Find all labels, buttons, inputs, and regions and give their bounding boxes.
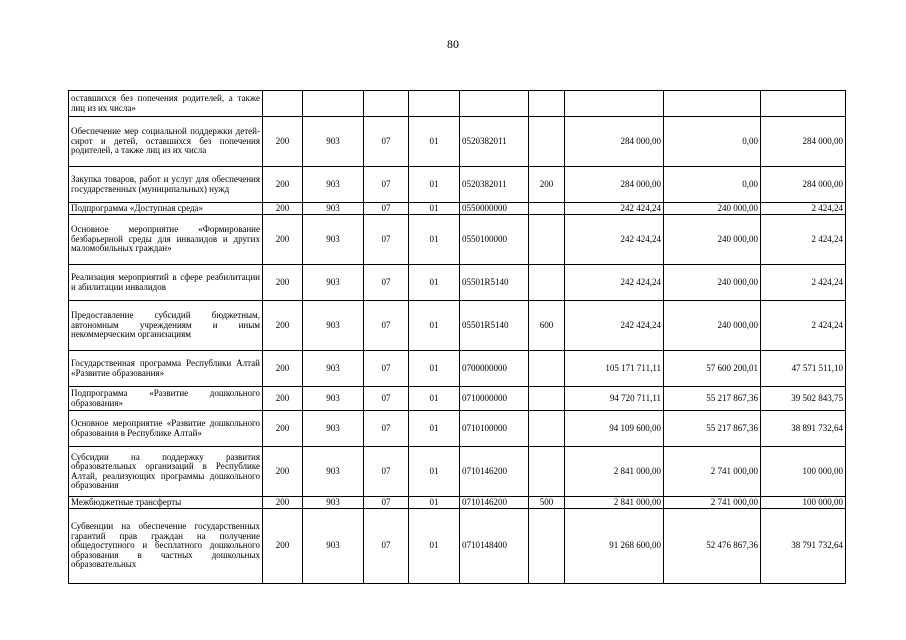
table-row xyxy=(69,509,846,584)
table-row xyxy=(69,351,846,387)
col-code-2: 903 xyxy=(303,117,364,167)
col-code-2: 903 xyxy=(303,167,364,203)
col-code-1: 200 xyxy=(263,351,303,387)
col-code-3: 07 xyxy=(364,411,409,447)
col-code-1: 200 xyxy=(263,203,303,215)
col-code-3: 07 xyxy=(364,447,409,497)
col-code-5: 0710148400 xyxy=(460,509,529,584)
table-row xyxy=(69,447,846,497)
col-sum-1: 91 268 600,00 xyxy=(565,509,664,584)
col-code-6 xyxy=(529,509,565,584)
row-name: Субвенции на обеспечение государственных гарантий прав граждан на получение общедоступного и бесплатного дошкольного образования в частных дошкольных образовательных xyxy=(69,509,263,584)
table-row xyxy=(69,215,846,265)
col-sum-1: 284 000,00 xyxy=(565,117,664,167)
col-sum-3: 2 424,24 xyxy=(761,203,846,215)
row-name: Предоставление субсидий бюджетным, автономным учреждениям и иным некоммерческим организациям xyxy=(69,301,263,351)
col-code-6 xyxy=(529,447,565,497)
col-sum-3: 100 000,00 xyxy=(761,447,846,497)
col-sum-3: 38 891 732,64 xyxy=(761,411,846,447)
row-name: Субсидии на поддержку развития образовательных организаций в Республике Алтай, реализующих программы дошкольного образования xyxy=(69,447,263,497)
col-code-2: 903 xyxy=(303,265,364,301)
col-sum-2: 0,00 xyxy=(664,167,761,203)
table-row xyxy=(69,301,846,351)
col-code-3: 07 xyxy=(364,301,409,351)
col-sum-1: 242 424,24 xyxy=(565,215,664,265)
col-code-3: 07 xyxy=(364,497,409,509)
col-code-3: 07 xyxy=(364,167,409,203)
col-code-5: 0520382011 xyxy=(460,167,529,203)
col-sum-3: 100 000,00 xyxy=(761,497,846,509)
col-code-5: 0520382011 xyxy=(460,117,529,167)
row-name: Государственная программа Республики Алтай «Развитие образования» xyxy=(69,351,263,387)
col-code-3: 07 xyxy=(364,265,409,301)
row-name: Закупка товаров, работ и услуг для обеспечения государственных (муниципальных) нужд xyxy=(69,167,263,203)
col-code-3: 07 xyxy=(364,215,409,265)
table-body xyxy=(69,91,846,584)
col-code-5: 05501R5140 xyxy=(460,265,529,301)
col-code-2 xyxy=(303,91,364,117)
col-code-3: 07 xyxy=(364,117,409,167)
col-code-4: 01 xyxy=(409,509,460,584)
col-code-2: 903 xyxy=(303,447,364,497)
col-sum-2 xyxy=(664,91,761,117)
table-row xyxy=(69,203,846,215)
col-code-1: 200 xyxy=(263,167,303,203)
col-sum-2: 57 600 200,01 xyxy=(664,351,761,387)
col-code-1: 200 xyxy=(263,117,303,167)
col-code-4: 01 xyxy=(409,387,460,411)
table-row xyxy=(69,117,846,167)
col-sum-2: 240 000,00 xyxy=(664,215,761,265)
col-sum-1: 105 171 711,11 xyxy=(565,351,664,387)
col-code-6 xyxy=(529,91,565,117)
table-row xyxy=(69,497,846,509)
col-code-3: 07 xyxy=(364,203,409,215)
col-code-3 xyxy=(364,91,409,117)
col-code-5 xyxy=(460,91,529,117)
col-code-2: 903 xyxy=(303,411,364,447)
col-code-5: 0710100000 xyxy=(460,411,529,447)
col-sum-3: 2 424,24 xyxy=(761,301,846,351)
row-name: Обеспечение мер социальной поддержки детей-сирот и детей, оставшихся без попечения родителей, а также лиц из их числа xyxy=(69,117,263,167)
col-sum-3: 39 502 843,75 xyxy=(761,387,846,411)
col-code-4: 01 xyxy=(409,117,460,167)
col-sum-1: 94 720 711,11 xyxy=(565,387,664,411)
col-sum-2: 240 000,00 xyxy=(664,203,761,215)
col-sum-3: 2 424,24 xyxy=(761,215,846,265)
col-sum-2: 2 741 000,00 xyxy=(664,447,761,497)
col-code-5: 0710146200 xyxy=(460,447,529,497)
col-code-6 xyxy=(529,117,565,167)
col-code-1: 200 xyxy=(263,265,303,301)
col-sum-1: 242 424,24 xyxy=(565,301,664,351)
col-code-1: 200 xyxy=(263,215,303,265)
row-name: Подпрограмма «Развитие дошкольного образования» xyxy=(69,387,263,411)
col-code-5: 0710146200 xyxy=(460,497,529,509)
col-code-1: 200 xyxy=(263,411,303,447)
col-code-5: 0550100000 xyxy=(460,215,529,265)
col-code-2: 903 xyxy=(303,387,364,411)
col-code-1: 200 xyxy=(263,497,303,509)
col-code-6 xyxy=(529,215,565,265)
col-code-4: 01 xyxy=(409,215,460,265)
col-sum-3: 47 571 511,10 xyxy=(761,351,846,387)
col-sum-3: 284 000,00 xyxy=(761,117,846,167)
col-code-1 xyxy=(263,91,303,117)
col-sum-1: 94 109 600,00 xyxy=(565,411,664,447)
col-code-4: 01 xyxy=(409,497,460,509)
col-code-2: 903 xyxy=(303,509,364,584)
col-sum-3: 38 791 732,64 xyxy=(761,509,846,584)
col-code-6: 500 xyxy=(529,497,565,509)
col-code-4 xyxy=(409,91,460,117)
col-code-2: 903 xyxy=(303,497,364,509)
col-sum-2: 0,00 xyxy=(664,117,761,167)
col-sum-1: 2 841 000,00 xyxy=(565,447,664,497)
col-sum-2: 240 000,00 xyxy=(664,301,761,351)
table-row xyxy=(69,387,846,411)
col-code-1: 200 xyxy=(263,387,303,411)
col-sum-1: 2 841 000,00 xyxy=(565,497,664,509)
page-number: 80 xyxy=(447,37,459,51)
row-name: Основное мероприятие «Формирование безбарьерной среды для инвалидов и других маломобильных граждан» xyxy=(69,215,263,265)
col-code-6: 600 xyxy=(529,301,565,351)
col-sum-2: 2 741 000,00 xyxy=(664,497,761,509)
table-row xyxy=(69,167,846,203)
col-code-6 xyxy=(529,351,565,387)
col-sum-2: 55 217 867,36 xyxy=(664,387,761,411)
row-name: Основное мероприятие «Развитие дошкольного образования в Республике Алтай» xyxy=(69,411,263,447)
col-code-2: 903 xyxy=(303,301,364,351)
col-sum-1: 284 000,00 xyxy=(565,167,664,203)
row-name: оставшихся без попечения родителей, а также лиц из их числа» xyxy=(69,91,263,117)
col-sum-1: 242 424,24 xyxy=(565,203,664,215)
row-name: Межбюджетные трансферты xyxy=(69,497,263,509)
col-code-4: 01 xyxy=(409,301,460,351)
col-sum-2: 52 476 867,36 xyxy=(664,509,761,584)
col-code-6 xyxy=(529,411,565,447)
col-code-4: 01 xyxy=(409,203,460,215)
table-row xyxy=(69,265,846,301)
col-code-3: 07 xyxy=(364,387,409,411)
col-code-4: 01 xyxy=(409,351,460,387)
col-code-2: 903 xyxy=(303,203,364,215)
col-code-5: 0550000000 xyxy=(460,203,529,215)
table-row xyxy=(69,411,846,447)
col-code-6 xyxy=(529,203,565,215)
col-code-5: 05501R5140 xyxy=(460,301,529,351)
col-code-3: 07 xyxy=(364,351,409,387)
row-name: Реализация мероприятий в сфере реабилитации и абилитации инвалидов xyxy=(69,265,263,301)
col-code-4: 01 xyxy=(409,265,460,301)
col-code-6 xyxy=(529,265,565,301)
col-code-2: 903 xyxy=(303,351,364,387)
col-code-4: 01 xyxy=(409,167,460,203)
table-row xyxy=(69,91,846,117)
budget-table xyxy=(68,90,846,584)
col-code-3: 07 xyxy=(364,509,409,584)
col-code-5: 0700000000 xyxy=(460,351,529,387)
col-sum-3: 2 424,24 xyxy=(761,265,846,301)
col-code-1: 200 xyxy=(263,509,303,584)
row-name: Подпрограмма «Доступная среда» xyxy=(69,203,263,215)
col-sum-3 xyxy=(761,91,846,117)
col-sum-1 xyxy=(565,91,664,117)
col-code-5: 0710000000 xyxy=(460,387,529,411)
col-sum-2: 55 217 867,36 xyxy=(664,411,761,447)
col-code-4: 01 xyxy=(409,411,460,447)
col-code-6 xyxy=(529,387,565,411)
col-sum-1: 242 424,24 xyxy=(565,265,664,301)
col-code-6: 200 xyxy=(529,167,565,203)
col-code-2: 903 xyxy=(303,215,364,265)
col-sum-2: 240 000,00 xyxy=(664,265,761,301)
col-code-1: 200 xyxy=(263,301,303,351)
col-code-1: 200 xyxy=(263,447,303,497)
col-code-4: 01 xyxy=(409,447,460,497)
col-sum-3: 284 000,00 xyxy=(761,167,846,203)
